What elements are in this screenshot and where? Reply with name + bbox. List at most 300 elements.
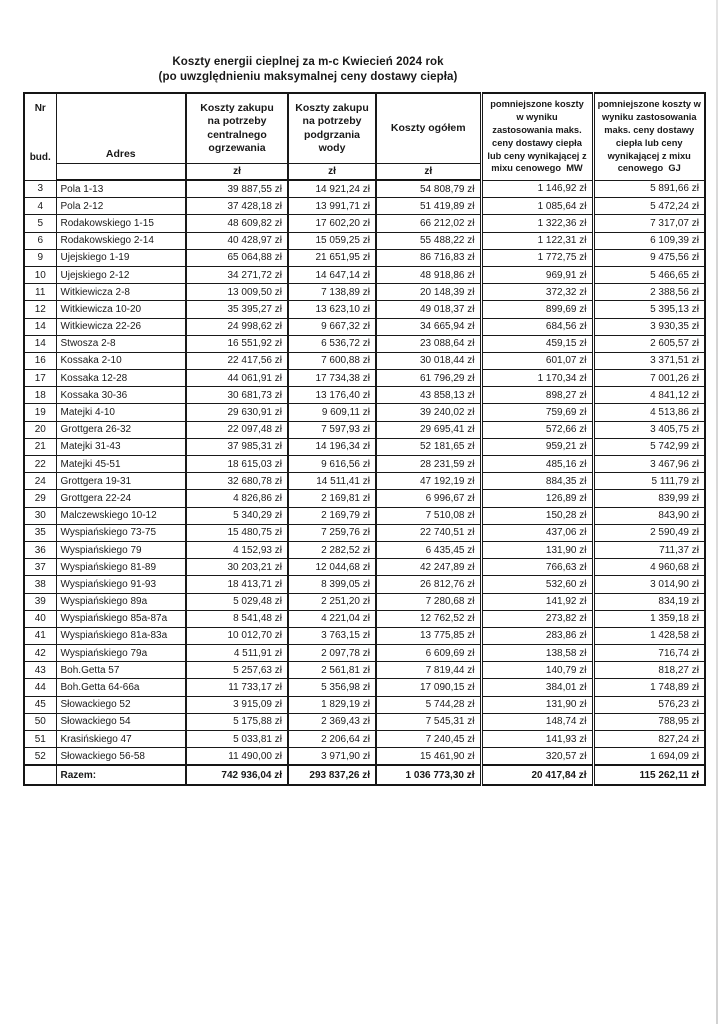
unit-zl-cw: zł — [288, 164, 376, 181]
cell-total: 29 695,41 zł — [376, 421, 481, 438]
cell-total: 52 181,65 zł — [376, 438, 481, 455]
cell-gj: 5 742,99 zł — [593, 438, 705, 455]
cell-co: 35 395,27 zł — [186, 301, 288, 318]
cell-adres: Matejki 45-51 — [56, 456, 186, 473]
cell-nr: 19 — [24, 404, 56, 421]
cell-nr: 44 — [24, 679, 56, 696]
cell-cw: 1 829,19 zł — [288, 696, 376, 713]
cell-total: 7 819,44 zł — [376, 662, 481, 679]
cell-co: 34 271,72 zł — [186, 266, 288, 283]
cell-cw: 7 597,93 zł — [288, 421, 376, 438]
cell-cw: 9 667,32 zł — [288, 318, 376, 335]
table-row — [24, 301, 705, 318]
cell-adres: Matejki 4-10 — [56, 404, 186, 421]
cell-cw: 8 399,05 zł — [288, 576, 376, 593]
cell-total: 26 812,76 zł — [376, 576, 481, 593]
cell-mw: 1 085,64 zł — [481, 198, 593, 215]
cell-mw: 1 146,92 zł — [481, 180, 593, 198]
cell-total: 5 744,28 zł — [376, 696, 481, 713]
cell-adres: Pola 1-13 — [56, 180, 186, 198]
cell-mw: 766,63 zł — [481, 559, 593, 576]
cell-co: 37 985,31 zł — [186, 438, 288, 455]
totals-mw: 20 417,84 zł — [481, 765, 593, 785]
cell-total: 66 212,02 zł — [376, 215, 481, 232]
cell-mw: 141,92 zł — [481, 593, 593, 610]
cell-co: 30 203,21 zł — [186, 559, 288, 576]
cell-adres: Grottgera 22-24 — [56, 490, 186, 507]
cell-co: 24 998,62 zł — [186, 318, 288, 335]
cell-cw: 14 511,41 zł — [288, 473, 376, 490]
cell-nr: 16 — [24, 352, 56, 369]
cell-cw: 2 097,78 zł — [288, 645, 376, 662]
cell-adres: Słowackiego 52 — [56, 696, 186, 713]
header-central-heating-cost: Koszty zakupu na potrzeby centralnego ogrzewania — [186, 93, 288, 164]
cell-gj: 5 395,13 zł — [593, 301, 705, 318]
table-row — [24, 249, 705, 266]
table-row — [24, 576, 705, 593]
cell-cw: 2 561,81 zł — [288, 662, 376, 679]
cell-mw: 899,69 zł — [481, 301, 593, 318]
cell-mw: 384,01 zł — [481, 679, 593, 696]
cell-gj: 711,37 zł — [593, 541, 705, 558]
cell-total: 15 461,90 zł — [376, 748, 481, 766]
cell-cw: 17 602,20 zł — [288, 215, 376, 232]
table-header-row — [24, 93, 705, 164]
cell-nr: 50 — [24, 713, 56, 730]
header-total-cost: Koszty ogółem — [376, 93, 481, 164]
cell-adres: Wyspiańskiego 85a-87a — [56, 610, 186, 627]
cell-gj: 1 748,89 zł — [593, 679, 705, 696]
table-row — [24, 610, 705, 627]
table-row — [24, 713, 705, 730]
cell-mw: 759,69 zł — [481, 404, 593, 421]
cell-adres: Wyspiańskiego 81a-83a — [56, 627, 186, 644]
cell-co: 15 480,75 zł — [186, 524, 288, 541]
cell-gj: 788,95 zł — [593, 713, 705, 730]
cell-gj: 7 317,07 zł — [593, 215, 705, 232]
cell-nr: 37 — [24, 559, 56, 576]
table-row — [24, 335, 705, 352]
cell-gj: 3 014,90 zł — [593, 576, 705, 593]
cell-adres: Rodakowskiego 1-15 — [56, 215, 186, 232]
cell-cw: 21 651,95 zł — [288, 249, 376, 266]
cell-cw: 7 259,76 zł — [288, 524, 376, 541]
cell-co: 5 029,48 zł — [186, 593, 288, 610]
table-row — [24, 421, 705, 438]
cell-co: 39 887,55 zł — [186, 180, 288, 198]
cell-adres: Rodakowskiego 2-14 — [56, 232, 186, 249]
table-row — [24, 627, 705, 644]
cell-mw: 959,21 zł — [481, 438, 593, 455]
cell-co: 11 733,17 zł — [186, 679, 288, 696]
header-unit-gj: GJ — [668, 163, 681, 174]
cell-gj: 9 475,56 zł — [593, 249, 705, 266]
cell-mw: 884,35 zł — [481, 473, 593, 490]
cell-mw: 1 170,34 zł — [481, 370, 593, 387]
cell-mw: 131,90 zł — [481, 696, 593, 713]
table-row — [24, 215, 705, 232]
cell-gj: 5 466,65 zł — [593, 266, 705, 283]
cell-cw: 2 369,43 zł — [288, 713, 376, 730]
cell-mw: 898,27 zł — [481, 387, 593, 404]
header-reduced-cost-gj: pomniejszone koszty w wyniku zastosowania maks. ceny dostawy ciepła lub ceny wynikającej z mixu cenowego GJ — [593, 93, 705, 180]
cell-total: 49 018,37 zł — [376, 301, 481, 318]
cell-mw: 131,90 zł — [481, 541, 593, 558]
cell-co: 4 152,93 zł — [186, 541, 288, 558]
cell-co: 37 428,18 zł — [186, 198, 288, 215]
cell-co: 5 257,63 zł — [186, 662, 288, 679]
cell-cw: 2 282,52 zł — [288, 541, 376, 558]
cell-adres: Stwosza 2-8 — [56, 335, 186, 352]
cell-co: 16 551,92 zł — [186, 335, 288, 352]
cell-gj: 4 513,86 zł — [593, 404, 705, 421]
cell-nr: 17 — [24, 370, 56, 387]
table-row — [24, 662, 705, 679]
cell-total: 42 247,89 zł — [376, 559, 481, 576]
cell-cw: 12 044,68 zł — [288, 559, 376, 576]
cell-adres: Matejki 31-43 — [56, 438, 186, 455]
cell-nr: 41 — [24, 627, 56, 644]
cell-mw: 437,06 zł — [481, 524, 593, 541]
table-row — [24, 507, 705, 524]
cell-adres: Witkiewicza 22-26 — [56, 318, 186, 335]
cell-total: 7 240,45 zł — [376, 731, 481, 748]
cell-cw: 9 616,56 zł — [288, 456, 376, 473]
cell-adres: Wyspiańskiego 89a — [56, 593, 186, 610]
cell-total: 6 996,67 zł — [376, 490, 481, 507]
cell-nr: 12 — [24, 301, 56, 318]
cell-co: 30 681,73 zł — [186, 387, 288, 404]
cell-cw: 6 536,72 zł — [288, 335, 376, 352]
table-row — [24, 524, 705, 541]
cell-adres: Kossaka 30-36 — [56, 387, 186, 404]
table-row — [24, 541, 705, 558]
cell-adres: Wyspiańskiego 79a — [56, 645, 186, 662]
table-row — [24, 404, 705, 421]
cell-total: 23 088,64 zł — [376, 335, 481, 352]
cell-adres: Kossaka 2-10 — [56, 352, 186, 369]
cell-nr: 20 — [24, 421, 56, 438]
cell-co: 18 413,71 zł — [186, 576, 288, 593]
cell-cw: 3 763,15 zł — [288, 627, 376, 644]
cell-adres: Witkiewicza 10-20 — [56, 301, 186, 318]
cell-gj: 7 001,26 zł — [593, 370, 705, 387]
cell-adres: Ujejskiego 1-19 — [56, 249, 186, 266]
cell-nr: 35 — [24, 524, 56, 541]
cell-adres: Boh.Getta 57 — [56, 662, 186, 679]
cell-mw: 141,93 zł — [481, 731, 593, 748]
cell-total: 39 240,02 zł — [376, 404, 481, 421]
header-reduced-cost-mw: pomniejszone koszty w wyniku zastosowania maks. ceny dostawy ciepła lub ceny wynikającej z mixu cenowego MW — [481, 93, 593, 180]
cell-nr: 21 — [24, 438, 56, 455]
cell-gj: 5 111,79 zł — [593, 473, 705, 490]
cell-cw: 13 623,10 zł — [288, 301, 376, 318]
cell-adres: Wyspiańskiego 81-89 — [56, 559, 186, 576]
document-title — [156, 55, 460, 84]
cell-co: 40 428,97 zł — [186, 232, 288, 249]
table-row — [24, 180, 705, 198]
header-adres: Adres — [56, 93, 186, 164]
header-unit-mw: MW — [566, 163, 583, 174]
cell-nr: 10 — [24, 266, 56, 283]
cell-mw: 150,28 zł — [481, 507, 593, 524]
cell-co: 5 340,29 zł — [186, 507, 288, 524]
cell-co: 18 615,03 zł — [186, 456, 288, 473]
cell-gj: 827,24 zł — [593, 731, 705, 748]
cell-cw: 9 609,11 zł — [288, 404, 376, 421]
cell-nr: 38 — [24, 576, 56, 593]
cell-co: 5 175,88 zł — [186, 713, 288, 730]
cell-gj: 1 694,09 zł — [593, 748, 705, 766]
cell-cw: 14 196,34 zł — [288, 438, 376, 455]
cell-nr: 51 — [24, 731, 56, 748]
cell-total: 47 192,19 zł — [376, 473, 481, 490]
cell-co: 4 511,91 zł — [186, 645, 288, 662]
cell-total: 48 918,86 zł — [376, 266, 481, 283]
cell-cw: 4 221,04 zł — [288, 610, 376, 627]
cell-cw: 3 971,90 zł — [288, 748, 376, 766]
cell-adres: Witkiewicza 2-8 — [56, 284, 186, 301]
cell-nr: 9 — [24, 249, 56, 266]
table-row — [24, 559, 705, 576]
cell-mw: 148,74 zł — [481, 713, 593, 730]
document-title-line2: (po uwzględnieniu maksymalnej ceny dostawy ciepła) — [158, 70, 458, 83]
cell-gj: 843,90 zł — [593, 507, 705, 524]
table-row — [24, 473, 705, 490]
cell-mw: 283,86 zł — [481, 627, 593, 644]
table-row — [24, 438, 705, 455]
cell-cw: 2 206,64 zł — [288, 731, 376, 748]
cell-total: 20 148,39 zł — [376, 284, 481, 301]
header-nr-bottom: bud. — [29, 152, 51, 163]
cell-mw: 1 122,31 zł — [481, 232, 593, 249]
cell-cw: 7 600,88 zł — [288, 352, 376, 369]
table-row — [24, 490, 705, 507]
cell-adres: Wyspiańskiego 79 — [56, 541, 186, 558]
cell-nr: 14 — [24, 335, 56, 352]
cell-gj: 839,99 zł — [593, 490, 705, 507]
cell-gj: 576,23 zł — [593, 696, 705, 713]
totals-row — [24, 765, 705, 785]
cell-co: 65 064,88 zł — [186, 249, 288, 266]
cell-total: 22 740,51 zł — [376, 524, 481, 541]
cell-co: 22 417,56 zł — [186, 352, 288, 369]
cell-cw: 14 921,24 zł — [288, 180, 376, 198]
table-row — [24, 696, 705, 713]
cell-nr: 30 — [24, 507, 56, 524]
cell-mw: 140,79 zł — [481, 662, 593, 679]
cell-mw: 601,07 zł — [481, 352, 593, 369]
cell-cw: 5 356,98 zł — [288, 679, 376, 696]
cell-cw: 13 991,71 zł — [288, 198, 376, 215]
cell-co: 22 097,48 zł — [186, 421, 288, 438]
cell-nr: 42 — [24, 645, 56, 662]
cell-cw: 13 176,40 zł — [288, 387, 376, 404]
cell-gj: 834,19 zł — [593, 593, 705, 610]
cell-total: 43 858,13 zł — [376, 387, 481, 404]
cell-gj: 3 405,75 zł — [593, 421, 705, 438]
cell-adres: Krasińskiego 47 — [56, 731, 186, 748]
table-row — [24, 284, 705, 301]
cell-co: 29 630,91 zł — [186, 404, 288, 421]
cell-mw: 126,89 zł — [481, 490, 593, 507]
cell-total: 54 808,79 zł — [376, 180, 481, 198]
cell-mw: 532,60 zł — [481, 576, 593, 593]
cell-total: 51 419,89 zł — [376, 198, 481, 215]
cell-total: 6 609,69 zł — [376, 645, 481, 662]
cell-co: 3 915,09 zł — [186, 696, 288, 713]
cell-nr: 40 — [24, 610, 56, 627]
cell-mw: 485,16 zł — [481, 456, 593, 473]
cell-nr: 22 — [24, 456, 56, 473]
cell-gj: 1 428,58 zł — [593, 627, 705, 644]
scan-edge-artifact — [716, 0, 718, 1024]
cell-gj: 1 359,18 zł — [593, 610, 705, 627]
header-water-heating-cost: Koszty zakupu na potrzeby podgrzania wody — [288, 93, 376, 164]
cell-mw: 684,56 zł — [481, 318, 593, 335]
table-row — [24, 387, 705, 404]
cell-nr: 45 — [24, 696, 56, 713]
table-body — [24, 180, 705, 765]
header-nr-bud — [24, 93, 56, 180]
unit-zl-total: zł — [376, 164, 481, 181]
cell-nr: 6 — [24, 232, 56, 249]
cell-co: 5 033,81 zł — [186, 731, 288, 748]
cell-gj: 5 891,66 zł — [593, 180, 705, 198]
cell-co: 32 680,78 zł — [186, 473, 288, 490]
table-row — [24, 748, 705, 766]
cell-nr: 29 — [24, 490, 56, 507]
table-row — [24, 731, 705, 748]
cell-nr: 36 — [24, 541, 56, 558]
cell-mw: 372,32 zł — [481, 284, 593, 301]
cell-total: 12 762,52 zł — [376, 610, 481, 627]
unit-empty-adres — [56, 164, 186, 181]
cell-cw: 15 059,25 zł — [288, 232, 376, 249]
cell-nr: 14 — [24, 318, 56, 335]
table-row — [24, 456, 705, 473]
cell-mw: 138,58 zł — [481, 645, 593, 662]
cell-cw: 7 138,89 zł — [288, 284, 376, 301]
cell-adres: Ujejskiego 2-12 — [56, 266, 186, 283]
cell-nr: 24 — [24, 473, 56, 490]
cell-nr: 11 — [24, 284, 56, 301]
table-row — [24, 352, 705, 369]
cell-adres: Grottgera 26-32 — [56, 421, 186, 438]
cell-nr: 52 — [24, 748, 56, 766]
cell-gj: 2 388,56 zł — [593, 284, 705, 301]
cell-co: 8 541,48 zł — [186, 610, 288, 627]
cell-gj: 3 371,51 zł — [593, 352, 705, 369]
cell-adres: Wyspiańskiego 91-93 — [56, 576, 186, 593]
cell-total: 28 231,59 zł — [376, 456, 481, 473]
cell-total: 34 665,94 zł — [376, 318, 481, 335]
cell-co: 10 012,70 zł — [186, 627, 288, 644]
cell-mw: 969,91 zł — [481, 266, 593, 283]
totals-gj: 115 262,11 zł — [593, 765, 705, 785]
table-row — [24, 266, 705, 283]
cell-mw: 1 772,75 zł — [481, 249, 593, 266]
cell-gj: 6 109,39 zł — [593, 232, 705, 249]
cell-gj: 818,27 zł — [593, 662, 705, 679]
cell-adres: Kossaka 12-28 — [56, 370, 186, 387]
totals-total: 1 036 773,30 zł — [376, 765, 481, 785]
cell-total: 6 435,45 zł — [376, 541, 481, 558]
cell-total: 13 775,85 zł — [376, 627, 481, 644]
document-title-line1: Koszty energii cieplnej za m-c Kwiecień 2024 rok — [172, 56, 444, 68]
cell-cw: 14 647,14 zł — [288, 266, 376, 283]
cell-nr: 4 — [24, 198, 56, 215]
cell-co: 11 490,00 zł — [186, 748, 288, 766]
cell-cw: 2 251,20 zł — [288, 593, 376, 610]
cell-adres: Słowackiego 56-58 — [56, 748, 186, 766]
cell-nr: 43 — [24, 662, 56, 679]
table-row — [24, 232, 705, 249]
cell-total: 7 280,68 zł — [376, 593, 481, 610]
cell-gj: 4 960,68 zł — [593, 559, 705, 576]
cell-gj: 5 472,24 zł — [593, 198, 705, 215]
cell-nr: 39 — [24, 593, 56, 610]
cell-adres: Malczewskiego 10-12 — [56, 507, 186, 524]
cell-cw: 2 169,81 zł — [288, 490, 376, 507]
cell-adres: Wyspiańskiego 73-75 — [56, 524, 186, 541]
cell-gj: 4 841,12 zł — [593, 387, 705, 404]
table-row — [24, 318, 705, 335]
cell-cw: 2 169,79 zł — [288, 507, 376, 524]
cell-co: 4 826,86 zł — [186, 490, 288, 507]
cell-total: 55 488,22 zł — [376, 232, 481, 249]
cell-nr: 5 — [24, 215, 56, 232]
totals-label: Razem: — [56, 765, 186, 785]
totals-co: 742 936,04 zł — [186, 765, 288, 785]
cell-mw: 572,66 zł — [481, 421, 593, 438]
cell-gj: 2 605,57 zł — [593, 335, 705, 352]
cell-co: 13 009,50 zł — [186, 284, 288, 301]
heat-costs-table — [23, 92, 706, 786]
cell-gj: 3 930,35 zł — [593, 318, 705, 335]
cell-total: 61 796,29 zł — [376, 370, 481, 387]
cell-nr: 3 — [24, 180, 56, 198]
cell-total: 7 545,31 zł — [376, 713, 481, 730]
cell-mw: 459,15 zł — [481, 335, 593, 352]
cell-co: 48 609,82 zł — [186, 215, 288, 232]
header-nr-top: Nr — [34, 103, 46, 114]
cell-total: 17 090,15 zł — [376, 679, 481, 696]
cell-adres: Boh.Getta 64-66a — [56, 679, 186, 696]
totals-cw: 293 837,26 zł — [288, 765, 376, 785]
cell-adres: Pola 2-12 — [56, 198, 186, 215]
cell-cw: 17 734,38 zł — [288, 370, 376, 387]
unit-zl-co: zł — [186, 164, 288, 181]
table-row — [24, 679, 705, 696]
cell-gj: 716,74 zł — [593, 645, 705, 662]
cell-total: 30 018,44 zł — [376, 352, 481, 369]
cell-gj: 3 467,96 zł — [593, 456, 705, 473]
cell-adres: Grottgera 19-31 — [56, 473, 186, 490]
cell-mw: 273,82 zł — [481, 610, 593, 627]
table-row — [24, 370, 705, 387]
table-row — [24, 593, 705, 610]
table-row — [24, 645, 705, 662]
totals-empty-nr — [24, 765, 56, 785]
cell-mw: 320,57 zł — [481, 748, 593, 766]
cell-adres: Słowackiego 54 — [56, 713, 186, 730]
cell-gj: 2 590,49 zł — [593, 524, 705, 541]
table-row — [24, 198, 705, 215]
cell-total: 7 510,08 zł — [376, 507, 481, 524]
cell-nr: 18 — [24, 387, 56, 404]
cell-co: 44 061,91 zł — [186, 370, 288, 387]
